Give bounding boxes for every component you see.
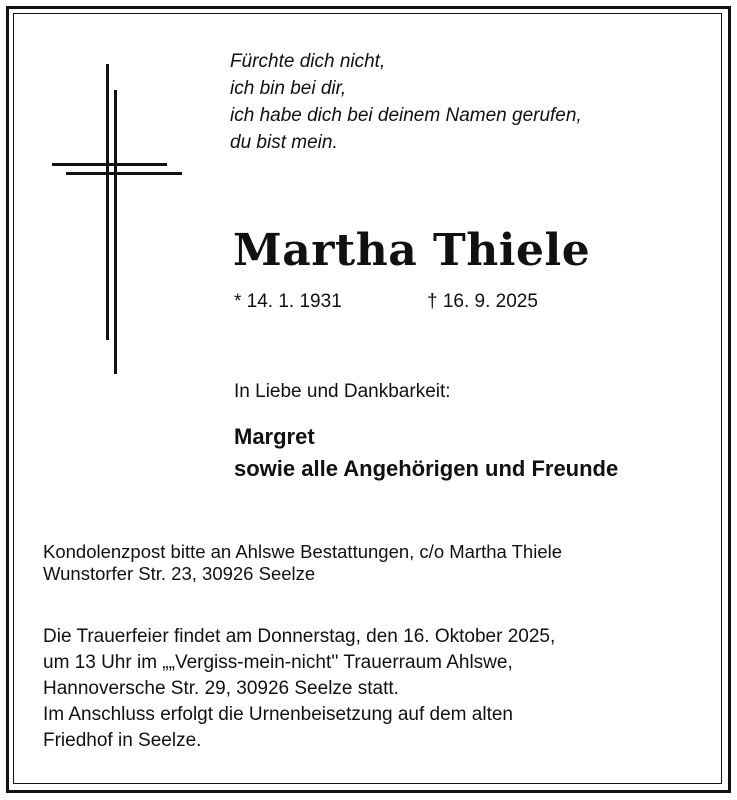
ceremony-line: um 13 Uhr im „„Vergiss-mein-nicht'' Trauerraum Ahlswe, — [43, 652, 513, 673]
verse-line: ich bin bei dir, — [230, 78, 347, 99]
verse-line: ich habe dich bei deinem Namen gerufen, — [230, 105, 582, 126]
ceremony-line: Im Anschluss erfolgt die Urnenbeisetzung auf dem alten — [43, 704, 513, 725]
cross-horizontal-top — [52, 163, 167, 166]
bible-verse — [230, 48, 582, 156]
cross-vertical-right — [114, 90, 117, 374]
condolence-line: Wunstorfer Str. 23, 30926 Seelze — [43, 563, 316, 584]
birth-date: * 14. 1. 1931 — [234, 291, 342, 312]
cross-vertical-left — [106, 64, 109, 340]
mourners-intro: In Liebe und Dankbarkeit: — [234, 381, 451, 402]
ceremony-line: Die Trauerfeier findet am Donnerstag, den 16. Oktober 2025, — [43, 626, 556, 647]
mourner-line: Margret — [234, 424, 315, 449]
condolence-address — [43, 541, 562, 585]
ceremony-line: Friedhof in Seelze. — [43, 730, 202, 751]
deceased-name: Martha Thiele — [233, 225, 591, 276]
mourner-line: sowie alle Angehörigen und Freunde — [234, 456, 619, 481]
condolence-line: Kondolenzpost bitte an Ahlswe Bestattungen, c/o Martha Thiele — [43, 541, 563, 562]
mourners-names — [234, 421, 618, 485]
ceremony-line: Hannoversche Str. 29, 30926 Seelze statt. — [43, 678, 399, 699]
death-date: † 16. 9. 2025 — [427, 291, 538, 312]
cross-horizontal-bottom — [66, 172, 182, 175]
verse-line: du bist mein. — [230, 132, 338, 153]
ceremony-details — [43, 624, 555, 754]
verse-line: Fürchte dich nicht, — [230, 51, 386, 72]
